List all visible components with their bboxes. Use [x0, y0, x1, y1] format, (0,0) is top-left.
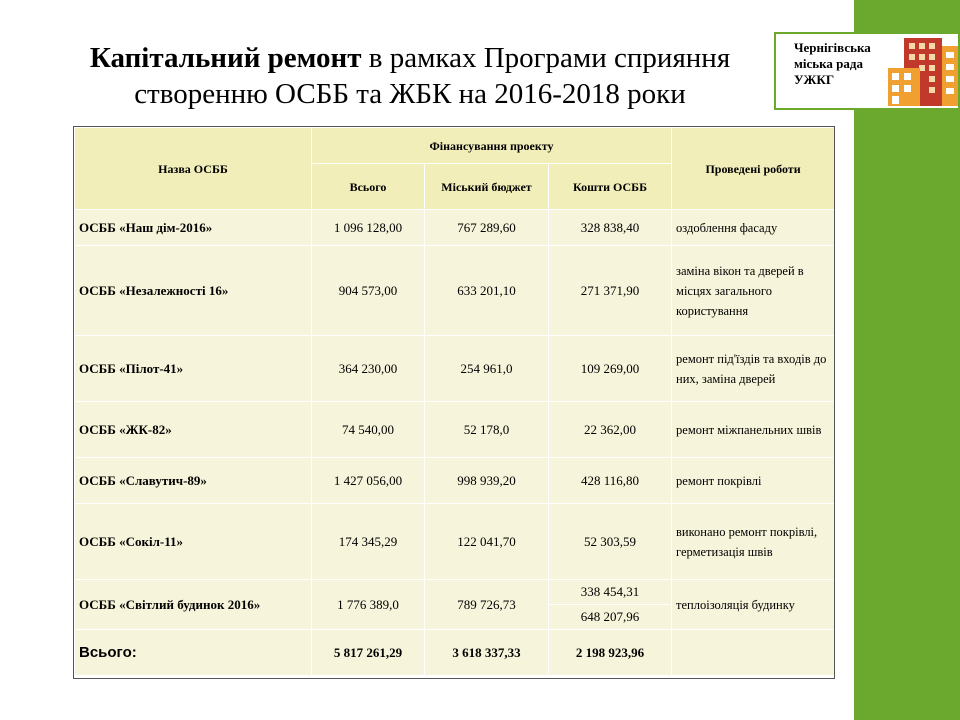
- row-name: ОСББ «Світлий будинок 2016»: [75, 580, 312, 630]
- row-total: 1 427 056,00: [312, 458, 425, 504]
- row-city: 254 961,0: [425, 336, 549, 402]
- row-works: ремонт покрівлі: [672, 458, 835, 504]
- totals-label: Всього:: [75, 630, 312, 676]
- table-row: [75, 580, 835, 605]
- logo-line-2: міська рада: [794, 56, 863, 71]
- table-row: [75, 504, 835, 580]
- totals-works-empty: [672, 630, 835, 676]
- table-row: [75, 210, 835, 246]
- row-city: 998 939,20: [425, 458, 549, 504]
- organization-logo: [774, 32, 960, 110]
- totals-total: 5 817 261,29: [312, 630, 425, 676]
- logo-line-1: Чернігівська: [794, 40, 871, 55]
- row-total: 174 345,29: [312, 504, 425, 580]
- table-row: [75, 246, 835, 336]
- row-works: ремонт міжпанельних швів: [672, 402, 835, 458]
- row-name: ОСББ «Пілот-41»: [75, 336, 312, 402]
- row-city: 767 289,60: [425, 210, 549, 246]
- row-total: 1 776 389,0: [312, 580, 425, 630]
- header-works: Проведені роботи: [672, 128, 835, 210]
- row-works: оздоблення фасаду: [672, 210, 835, 246]
- row-city: 122 041,70: [425, 504, 549, 580]
- header-financing: Фінансування проекту: [312, 128, 672, 164]
- row-works: теплоізоляція будинку: [672, 580, 835, 630]
- row-total: 74 540,00: [312, 402, 425, 458]
- row-works: виконано ремонт покрівлі, герметизація швів: [672, 504, 835, 580]
- table-row: [75, 402, 835, 458]
- title-bold-part: Капітальний ремонт: [89, 42, 362, 74]
- row-osbb: 428 116,80: [549, 458, 672, 504]
- header-city-budget: Міський бюджет: [425, 164, 549, 210]
- logo-line-3: УЖКГ: [794, 72, 835, 87]
- row-city: 52 178,0: [425, 402, 549, 458]
- header-row-1: [75, 128, 835, 164]
- page-title: [40, 40, 780, 112]
- logo-text: [794, 40, 871, 88]
- row-total: 364 230,00: [312, 336, 425, 402]
- totals-row: [75, 630, 835, 676]
- row-total: 904 573,00: [312, 246, 425, 336]
- row-name: ОСББ «ЖК-82»: [75, 402, 312, 458]
- financing-table: [74, 127, 835, 676]
- row-works: ремонт під'їздів та входів до них, заміна дверей: [672, 336, 835, 402]
- row-city: 789 726,73: [425, 580, 549, 630]
- totals-osbb: 2 198 923,96: [549, 630, 672, 676]
- row-name: ОСББ «Незалежності 16»: [75, 246, 312, 336]
- row-osbb: 22 362,00: [549, 402, 672, 458]
- row-total: 1 096 128,00: [312, 210, 425, 246]
- header-osbb-funds: Кошти ОСББ: [549, 164, 672, 210]
- row-works: заміна вікон та дверей в місцях загального користування: [672, 246, 835, 336]
- totals-city: 3 618 337,33: [425, 630, 549, 676]
- row-name: ОСББ «Славутич-89»: [75, 458, 312, 504]
- row-osbb-part-2: 648 207,96: [549, 605, 672, 630]
- header-name: Назва ОСББ: [75, 128, 312, 210]
- table-row: [75, 336, 835, 402]
- table-row: [75, 458, 835, 504]
- title-rest-line1: в рамках Програми сприяння: [361, 42, 731, 74]
- row-city: 633 201,10: [425, 246, 549, 336]
- row-name: ОСББ «Сокіл-11»: [75, 504, 312, 580]
- row-name: ОСББ «Наш дім-2016»: [75, 210, 312, 246]
- buildings-icon: [888, 36, 958, 108]
- row-osbb-part-1: 338 454,31: [549, 580, 672, 605]
- row-osbb: 109 269,00: [549, 336, 672, 402]
- row-osbb: 52 303,59: [549, 504, 672, 580]
- title-line2: створенню ОСББ та ЖБК на 2016-2018 роки: [134, 78, 686, 110]
- row-osbb: 271 371,90: [549, 246, 672, 336]
- header-total: Всього: [312, 164, 425, 210]
- row-osbb: 328 838,40: [549, 210, 672, 246]
